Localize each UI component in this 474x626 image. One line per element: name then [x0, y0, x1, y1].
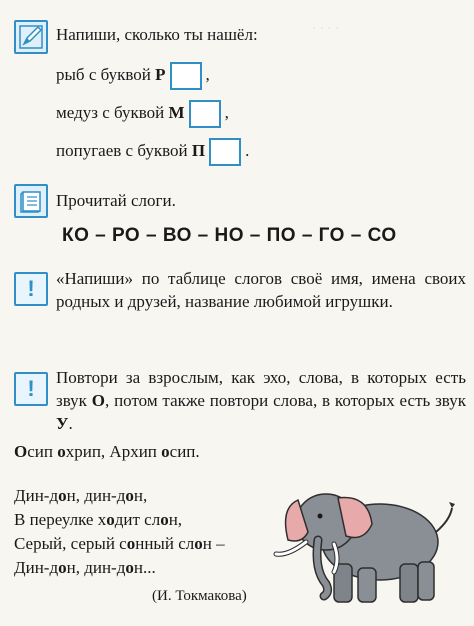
task1-line-parrots	[56, 138, 249, 166]
task1-line-jellyfish	[56, 100, 229, 128]
text: хрип, Архип	[65, 442, 162, 461]
text: Дин-д	[14, 558, 59, 577]
text: сип	[27, 442, 58, 461]
text: , потом также повтори слова, в которых есть звук	[105, 391, 466, 410]
text: нный сл	[135, 534, 195, 553]
letter: Р	[155, 64, 166, 84]
text: сип.	[169, 442, 200, 461]
task1-title: Напиши, сколько ты нашёл:	[56, 25, 258, 44]
letter: П	[191, 140, 206, 160]
poem-line	[14, 532, 225, 556]
text: дит сл	[114, 510, 161, 529]
letter: М	[168, 102, 185, 122]
text: н...	[133, 558, 156, 577]
emph: о	[125, 486, 134, 505]
answer-box-parrots[interactable]	[209, 138, 241, 166]
text: н, дин-д	[66, 558, 126, 577]
line-text: рыб с буквой	[56, 64, 156, 84]
sound-u: У	[56, 414, 69, 433]
emph: О	[14, 442, 28, 461]
emph: о	[161, 442, 170, 461]
task4-text	[56, 366, 466, 435]
sound-o: О	[91, 391, 105, 410]
text: Дин-д	[14, 486, 59, 505]
text: н –	[202, 534, 225, 553]
exclamation-glyph: !	[27, 376, 35, 401]
poem-line	[14, 484, 147, 508]
punct: ,	[224, 102, 229, 122]
syllables-row: КО – РО – ВО – НО – ПО – ГО – СО	[62, 225, 397, 246]
poem-line	[14, 508, 182, 532]
text: .	[68, 414, 73, 433]
punct: .	[245, 140, 250, 160]
task3-text: «Напиши» по таблице слогов своё имя, имена своих родных и друзей, название любимой игрушки.	[56, 269, 466, 311]
emph: о	[160, 510, 169, 529]
tongue-twister	[14, 440, 200, 464]
text: н,	[168, 510, 183, 529]
text: н, дин-д	[66, 486, 126, 505]
emph: о	[58, 486, 67, 505]
book-icon	[14, 184, 48, 218]
answer-box-fish[interactable]	[170, 62, 202, 90]
poem-line	[14, 556, 156, 580]
text: н,	[133, 486, 148, 505]
pencil-icon	[14, 20, 48, 54]
emph: о	[125, 558, 134, 577]
emph: о	[58, 558, 67, 577]
exclamation-glyph: !	[27, 276, 35, 301]
line-text: попугаев с буквой	[56, 140, 192, 160]
exclamation-icon	[14, 372, 48, 406]
answer-box-jellyfish[interactable]	[189, 100, 221, 128]
emph: о	[126, 534, 136, 553]
task2-title: Прочитай слоги.	[56, 191, 176, 210]
elephant-illustration	[268, 480, 468, 610]
text: Повтори за взрослым, как эхо, слова, в которых есть звук	[56, 368, 466, 410]
line-text: медуз с буквой	[56, 102, 169, 122]
emph: о	[194, 534, 203, 553]
task1-line-fish	[56, 62, 210, 90]
punct: ,	[205, 64, 210, 84]
ghost-text: · · · ·	[312, 20, 340, 35]
emph: о	[57, 442, 66, 461]
author-credit: (И. Токмакова)	[152, 588, 247, 604]
emph: о	[106, 510, 115, 529]
exclamation-icon	[14, 272, 48, 306]
text: Серый, серый с	[14, 534, 127, 553]
text: В переулке х	[14, 510, 107, 529]
